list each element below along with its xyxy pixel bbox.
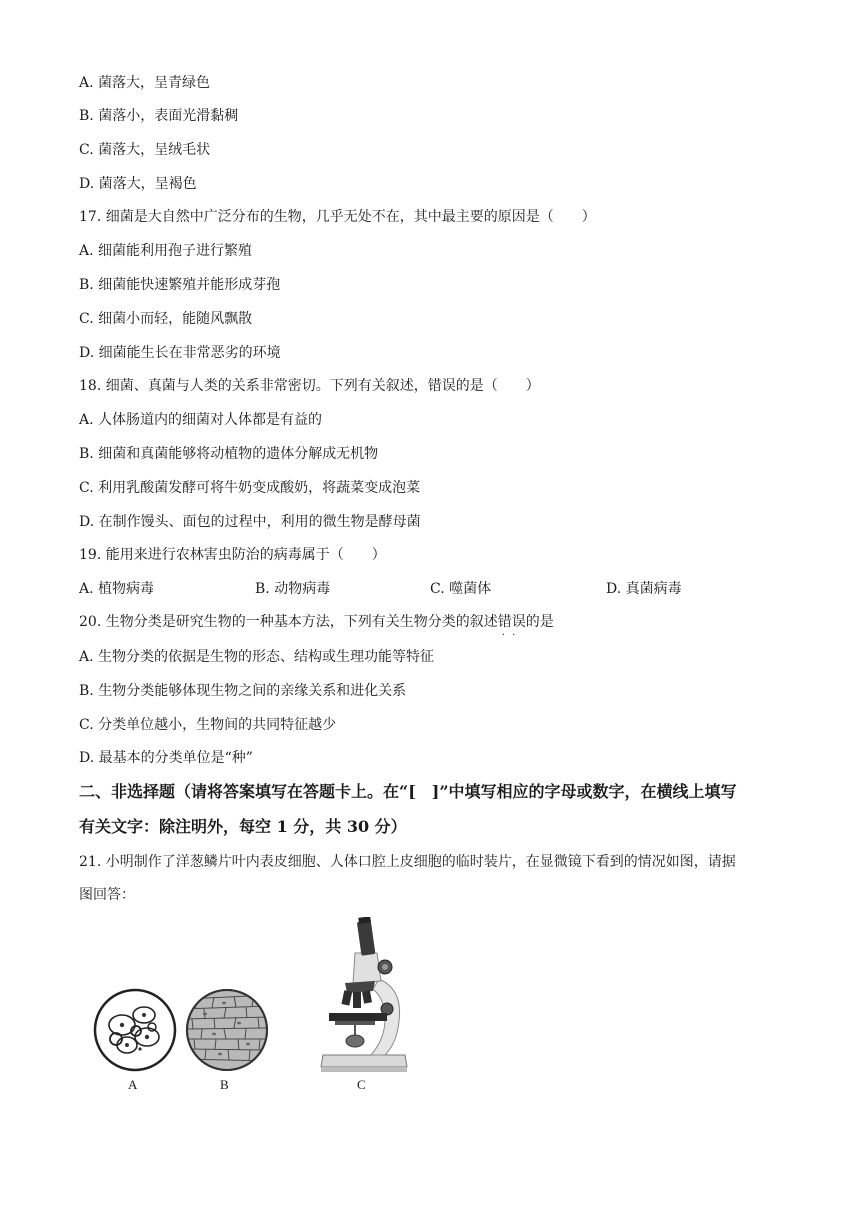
figure-label-a: A xyxy=(128,1077,138,1092)
q17-option-c: C. 细菌小而轻，能随风飘散 xyxy=(79,311,253,327)
q21-stem-line2: 图回答： xyxy=(79,887,135,903)
q19-options-row xyxy=(79,579,779,599)
q18-option-a: A. 人体肠道内的细菌对人体都是有益的 xyxy=(79,412,323,428)
q20-stem-post: 的是 xyxy=(525,614,554,630)
q20-stem xyxy=(79,612,554,632)
figure-b-onion-cells xyxy=(184,987,270,1073)
q20-option-d: D. 最基本的分类单位是“种” xyxy=(79,750,253,766)
q19-option-c: C. 噬菌体 xyxy=(430,581,492,597)
q20-stem-pre: 20. 生物分类是研究生物的一种基本方法，下列有关生物分类的叙述 xyxy=(79,614,498,630)
q20-option-c: C. 分类单位越小，生物间的共同特征越少 xyxy=(79,717,337,733)
q19-option-d: D. 真菌病毒 xyxy=(606,581,682,597)
q20-option-b: B. 生物分类能够体现生物之间的亲缘关系和进化关系 xyxy=(79,683,407,699)
section2-heading-line1: 二、非选择题（请将答案填写在答题卡上。在“[ ]”中填写相应的字母或数字，在横线上填写 xyxy=(79,782,737,801)
q17-option-b: B. 细菌能快速繁殖并能形成芽孢 xyxy=(79,277,281,293)
section2-heading-line2: 有关文字：除注明外，每空 1 分，共 30 分） xyxy=(79,817,407,836)
q18-option-d: D. 在制作馒头、面包的过程中，利用的微生物是酵母菌 xyxy=(79,514,421,530)
q18-option-c: C. 利用乳酸菌发酵可将牛奶变成酸奶，将蔬菜变成泡菜 xyxy=(79,480,421,496)
q20-option-a: A. 生物分类的依据是生物的形态、结构或生理功能等特征 xyxy=(79,649,435,665)
q18-option-b: B. 细菌和真菌能够将动植物的遗体分解成无机物 xyxy=(79,446,379,462)
q18-stem: 18. 细菌、真菌与人类的关系非常密切。下列有关叙述，错误的是（ ） xyxy=(79,378,540,394)
q16-option-b: B. 菌落小，表面光滑黏稠 xyxy=(79,108,239,124)
q16-option-a: A. 菌落大，呈青绿色 xyxy=(79,75,211,91)
q17-option-a: A. 细菌能利用孢子进行繁殖 xyxy=(79,243,253,259)
q19-option-a: A. 植物病毒 xyxy=(79,581,155,597)
q16-option-d: D. 菌落大，呈褐色 xyxy=(79,176,197,192)
q17-option-d: D. 细菌能生长在非常恶劣的环境 xyxy=(79,345,281,361)
figure-label-b: B xyxy=(220,1077,229,1092)
q21-stem-line1: 21. 小明制作了洋葱鳞片叶内表皮细胞、人体口腔上皮细胞的临时装片，在显微镜下看到的情况如图，请据 xyxy=(79,854,736,870)
figure-c-microscope xyxy=(315,917,410,1077)
figure-label-c: C xyxy=(357,1077,366,1092)
q19-stem: 19. 能用来进行农林害虫防治的病毒属于（ ） xyxy=(79,547,386,563)
q17-stem: 17. 细菌是大自然中广泛分布的生物，几乎无处不在，其中最主要的原因是（ ） xyxy=(79,209,596,225)
figure-a-cheek-cells xyxy=(92,987,178,1073)
q16-option-c: C. 菌落大，呈绒毛状 xyxy=(79,142,211,158)
q19-option-b: B. 动物病毒 xyxy=(255,581,331,597)
q20-stem-emphasis: 错误 · · xyxy=(498,612,526,632)
